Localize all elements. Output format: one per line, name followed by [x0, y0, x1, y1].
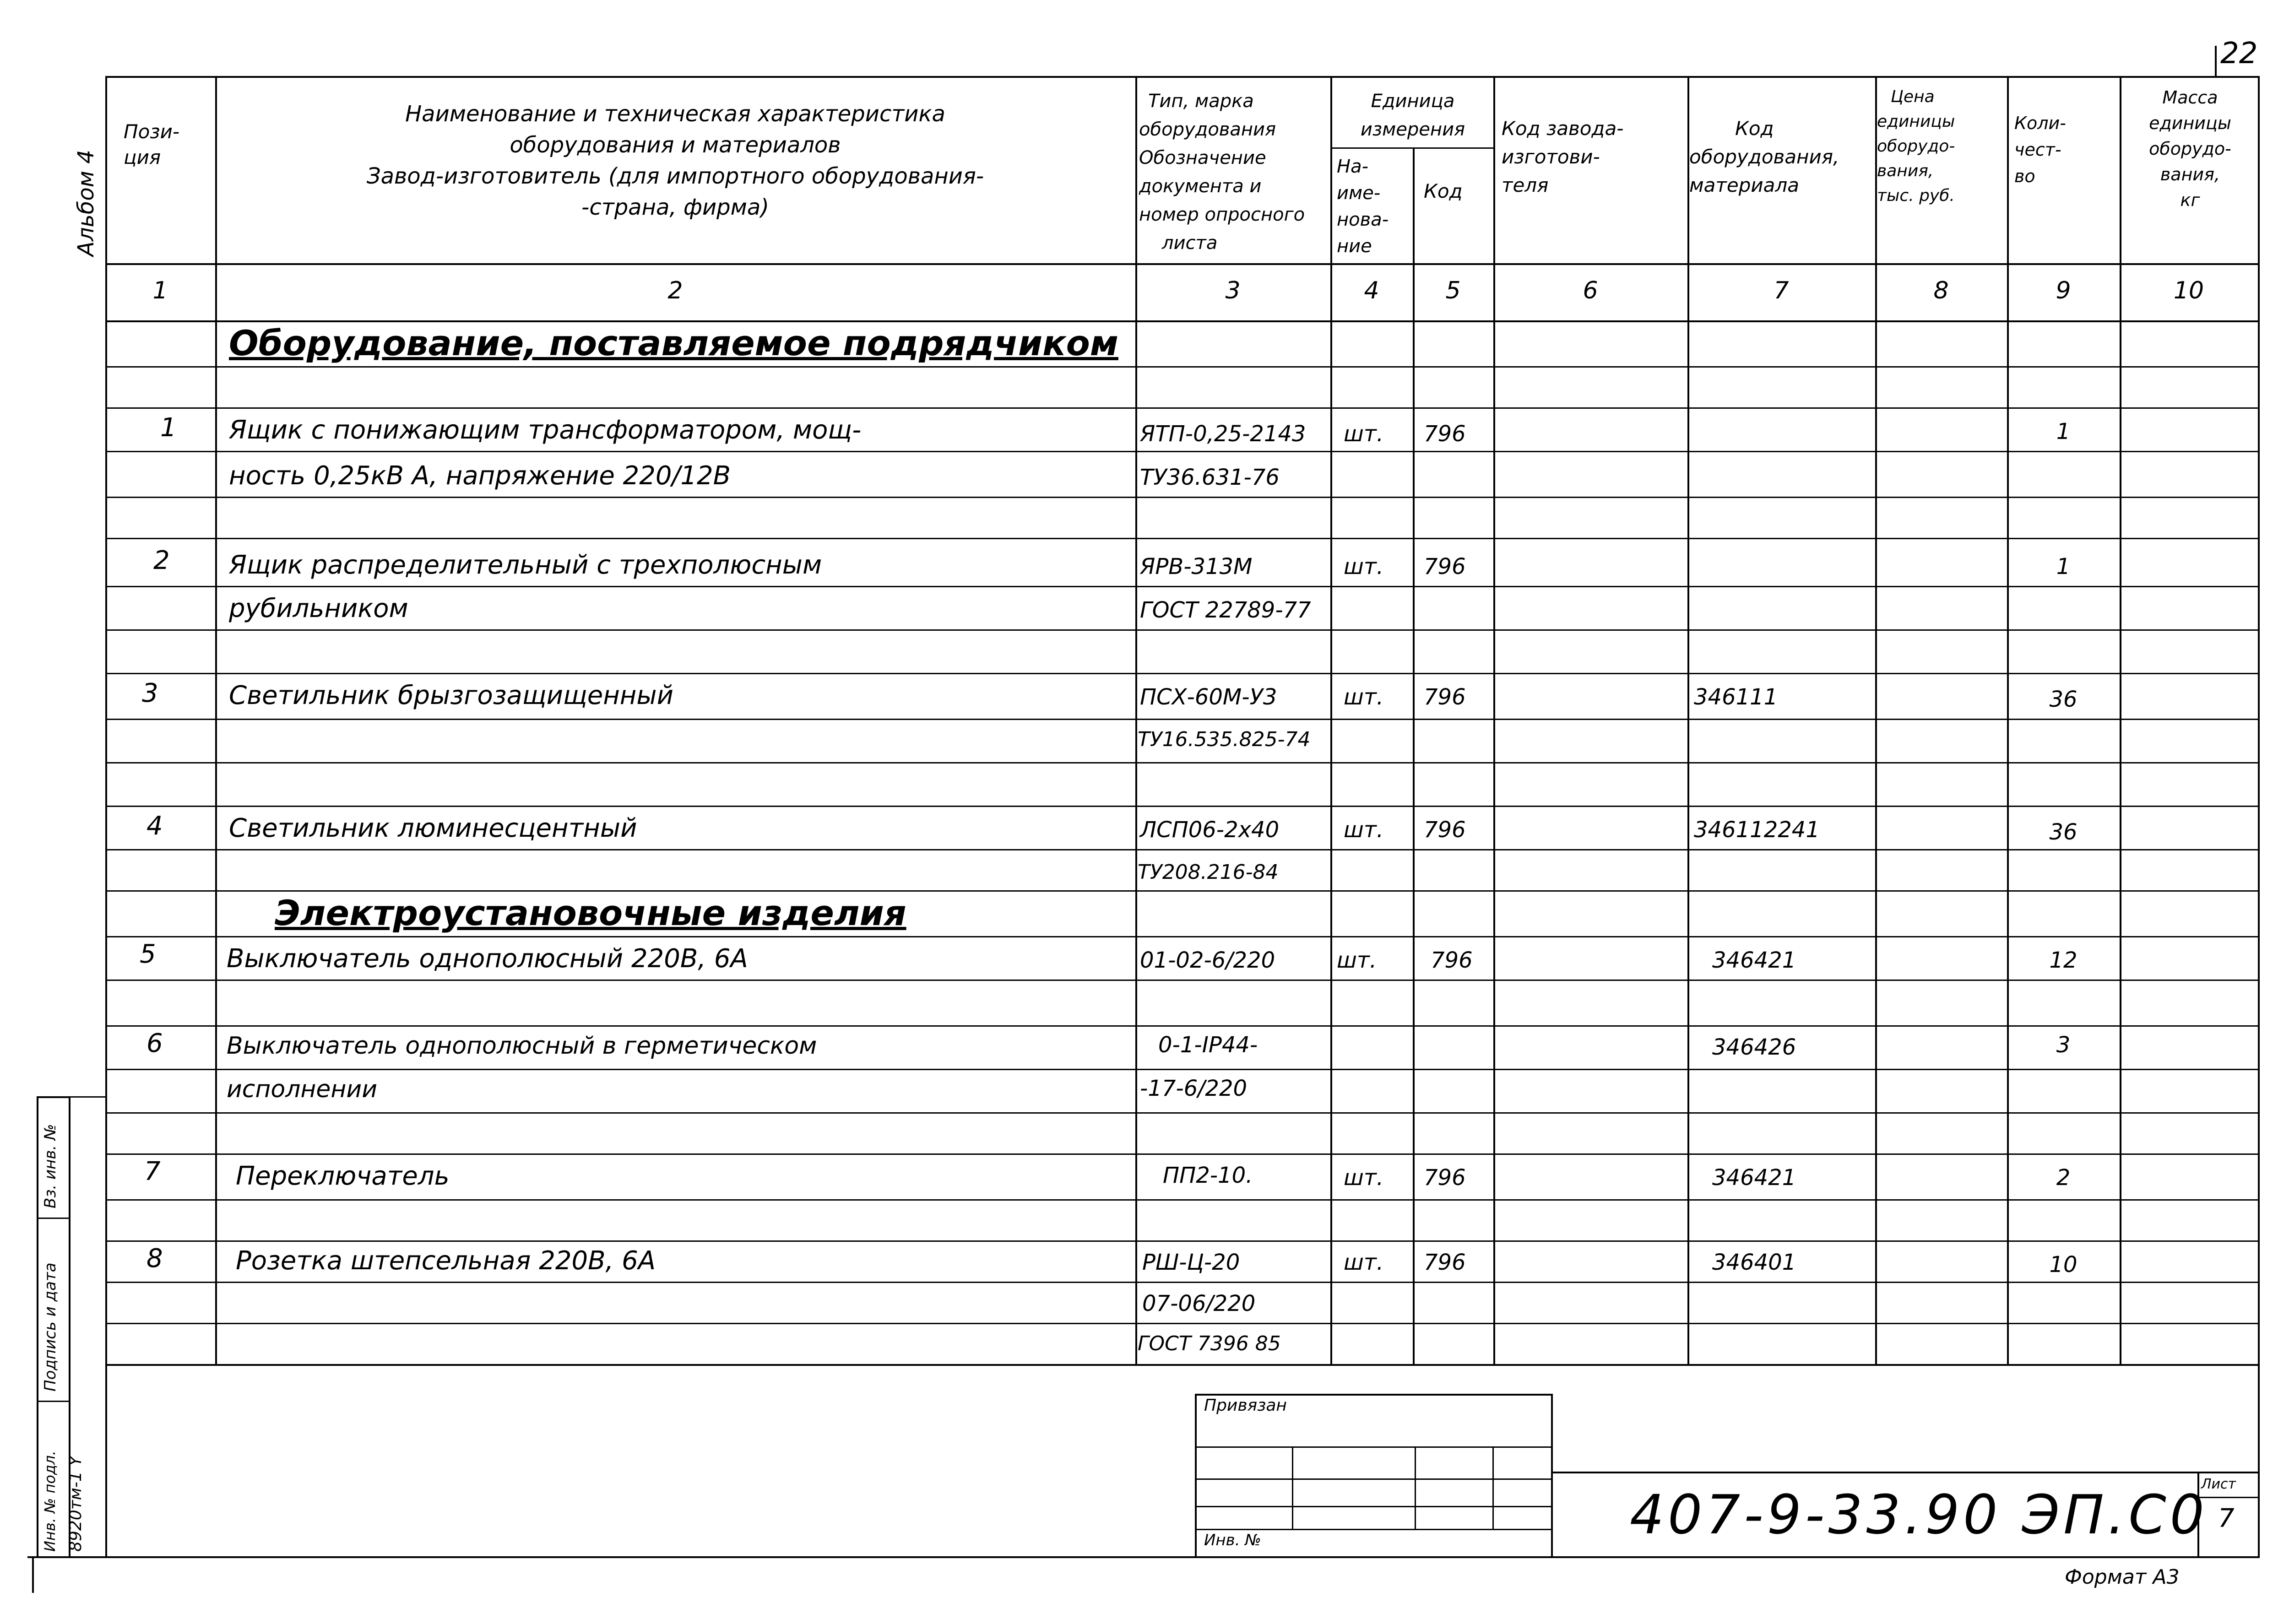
row-8-type-line3: ГОСТ 7396 85	[1138, 1332, 1281, 1355]
row-5-type-line1: 01-02-6/220	[1140, 947, 1275, 973]
row-2-name-line2: рубильником	[229, 594, 408, 623]
stamp-divider	[1492, 1446, 1494, 1529]
row-line	[105, 849, 2260, 850]
section-title-wiring-devices: Электроустановочные изделия	[275, 893, 906, 933]
corner-tick	[2215, 46, 2217, 76]
row-line	[105, 980, 2260, 981]
row-2-name-line1: Ящик распределительный с трехполюсным	[229, 550, 822, 580]
stamp-divider	[1415, 1446, 1416, 1529]
stamp-top	[1195, 1394, 1552, 1396]
header-col10: Масса единицы оборудо- вания, кг	[2149, 87, 2231, 210]
header-col3: Тип, марка оборудования Обозначение документа и номер опросного листа	[1139, 91, 1305, 254]
row-4-code: 796	[1424, 817, 1466, 843]
row-5-mat: 346421	[1712, 947, 1796, 973]
row-1-name-line2: ность 0,25кВ А, напряжение 220/12В	[229, 461, 731, 491]
row-2-pos: 2	[153, 546, 170, 575]
col-line-4	[1413, 147, 1415, 1364]
row-line	[105, 538, 2260, 539]
row-line	[105, 1323, 2260, 1324]
header-unit-group: Единица измерения	[1360, 91, 1465, 140]
row-1-pos: 1	[160, 413, 177, 443]
row-8-pos: 8	[146, 1244, 163, 1273]
row-7-qty: 2	[2056, 1165, 2071, 1191]
row-4-unit: шт.	[1344, 817, 1384, 843]
row-8-mat: 346401	[1712, 1250, 1796, 1275]
row-line	[105, 629, 2260, 631]
row-line	[105, 451, 2260, 452]
col-number-1: 1	[152, 277, 168, 304]
side-stamp-inv-podl-value: 8920тм-1 Y	[66, 1456, 85, 1552]
row-3-pos: 3	[142, 678, 158, 708]
header-col7: Код оборудования, материала	[1689, 117, 1839, 196]
row-3-type-line1: ПСХ-60М-У3	[1140, 684, 1277, 710]
title-block-top	[1551, 1472, 2260, 1473]
row-line	[105, 762, 2260, 763]
row-7-unit: шт.	[1344, 1165, 1384, 1191]
row-5-code: 796	[1431, 947, 1473, 973]
col-line-7	[1875, 76, 1877, 1364]
row-5-pos: 5	[140, 939, 156, 969]
header-col2: Наименование и техническая характеристика оборудования и материалов Завод-изготовитель (для импортного оборудования- -страна, фирма)	[366, 101, 984, 220]
col-number-2: 2	[667, 277, 683, 304]
row-line	[105, 936, 2260, 937]
row-line	[105, 1025, 2260, 1027]
side-stamp-line	[37, 1218, 71, 1219]
row-1-qty: 1	[2056, 419, 2071, 444]
header-col1: Пози- ция	[124, 120, 180, 168]
row-8-name-line1: Розетка штепсельная 220В, 6А	[236, 1246, 656, 1276]
row-line	[105, 586, 2260, 587]
row-3-unit: шт.	[1344, 684, 1384, 710]
frame-top	[105, 76, 2260, 78]
row-3-name-line1: Светильник брызгозащищенный	[229, 681, 674, 710]
row-line	[105, 1199, 2260, 1201]
numbers-bottom-line	[105, 320, 2260, 322]
row-8-type-line2: 07-06/220	[1142, 1291, 1256, 1316]
col-number-5: 5	[1445, 277, 1461, 304]
stamp-line	[1195, 1506, 1552, 1507]
row-8-code: 796	[1424, 1250, 1466, 1275]
col-number-3: 3	[1225, 277, 1241, 304]
frame-right	[2258, 76, 2260, 1557]
row-line	[105, 366, 2260, 368]
row-7-pos: 7	[144, 1157, 161, 1186]
header-col8: Цена единицы оборудо- вания, тыс. руб.	[1877, 87, 1955, 205]
table-bottom-line	[105, 1364, 2260, 1366]
left-outer-tick	[32, 1556, 34, 1593]
row-2-type-line2: ГОСТ 22789-77	[1140, 597, 1311, 623]
row-3-code: 796	[1424, 684, 1466, 710]
row-6-type-line2: -17-6/220	[1140, 1076, 1248, 1101]
col-line-9	[2120, 76, 2121, 1364]
row-line	[105, 497, 2260, 498]
row-8-unit: шт.	[1344, 1250, 1384, 1275]
side-stamp-inv-podl: Инв. № подл.	[41, 1451, 59, 1552]
row-3-qty: 36	[2049, 687, 2077, 712]
col-line-5	[1493, 76, 1495, 1364]
row-line	[105, 890, 2260, 892]
col-number-4: 4	[1364, 277, 1379, 304]
row-line	[105, 719, 2260, 720]
header-col9: Коли- чест- во	[2014, 113, 2066, 186]
row-line	[105, 1240, 2260, 1242]
frame-bottom	[27, 1556, 2260, 1558]
row-7-name-line1: Переключатель	[236, 1161, 450, 1191]
stamp-privyazan: Привязан	[1204, 1396, 1287, 1415]
row-2-unit: шт.	[1344, 554, 1384, 579]
row-6-qty: 3	[2056, 1032, 2071, 1058]
sheet-label: Лист	[2201, 1476, 2236, 1492]
row-7-code: 796	[1424, 1165, 1466, 1191]
header-col6: Код завода- изготови- теля	[1502, 117, 1624, 196]
col-number-6: 6	[1583, 277, 1598, 304]
row-line	[105, 1153, 2260, 1155]
stamp-left	[1195, 1394, 1197, 1556]
row-8-qty: 10	[2049, 1252, 2077, 1278]
row-4-qty: 36	[2049, 819, 2077, 845]
header-col5: Код	[1424, 180, 1463, 202]
col-number-9: 9	[2056, 277, 2071, 304]
col-line-2	[1135, 76, 1137, 1364]
row-1-type-line1: ЯТП-0,25-2143	[1140, 421, 1306, 447]
side-stamp-line	[37, 1096, 105, 1098]
row-4-name-line1: Светильник люминесцентный	[229, 813, 637, 843]
row-8-type-line1: РШ-Ц-20	[1142, 1250, 1240, 1275]
stamp-right	[1551, 1394, 1553, 1556]
row-4-type-line1: ЛСП06-2х40	[1140, 817, 1280, 843]
row-5-unit: шт.	[1337, 947, 1377, 973]
row-2-qty: 1	[2056, 554, 2071, 579]
row-2-code: 796	[1424, 554, 1466, 579]
row-6-mat: 346426	[1712, 1034, 1796, 1060]
row-1-name-line1: Ящик с понижающим трансформатором, мощ-	[229, 415, 862, 445]
side-stamp-vz-inv: Вз. инв. №	[41, 1124, 60, 1208]
album-label: Альбом 4	[73, 150, 99, 256]
row-2-type-line1: ЯРВ-313М	[1140, 554, 1253, 579]
sheet-number: 7	[2218, 1504, 2235, 1533]
header-col4: На- име- нова- ние	[1337, 156, 1389, 257]
stamp-divider	[1292, 1446, 1293, 1529]
row-line	[105, 407, 2260, 409]
row-7-type-line1: ПП2-10.	[1163, 1163, 1253, 1188]
row-line	[105, 1112, 2260, 1114]
section-title-equipment: Оборудование, поставляемое подрядчиком	[229, 323, 1119, 363]
row-5-name-line1: Выключатель однополюсный 220В, 6А	[227, 944, 748, 974]
document-code: 407-9-33.90 ЭП.С0	[1630, 1483, 2208, 1546]
row-1-unit: шт.	[1344, 421, 1384, 447]
col-line-6	[1687, 76, 1689, 1364]
side-stamp-outer	[37, 1096, 38, 1556]
row-line	[105, 1282, 2260, 1283]
row-line	[105, 673, 2260, 674]
stamp-line	[1195, 1478, 1552, 1480]
row-4-type-line2: ТУ208.216-84	[1138, 861, 1279, 884]
row-6-pos: 6	[146, 1029, 163, 1058]
stamp-inv: Инв. №	[1204, 1531, 1261, 1549]
row-1-type-line2: ТУ36.631-76	[1140, 465, 1280, 490]
col-number-7: 7	[1774, 277, 1789, 304]
row-line	[105, 1069, 2260, 1070]
col-line-1	[215, 76, 217, 1364]
unit-group-line	[1330, 147, 1494, 149]
row-6-type-line1: 0-1-IР44-	[1158, 1032, 1258, 1058]
side-stamp-line	[37, 1401, 71, 1402]
corner-sheet-number: 22	[2220, 37, 2258, 70]
col-number-8: 8	[1933, 277, 1949, 304]
row-6-name-line1: Выключатель однополюсный в герметическом	[227, 1032, 817, 1060]
side-stamp-podpis: Подпись и дата	[41, 1262, 60, 1391]
stamp-line	[1195, 1529, 1552, 1530]
format-label: Формат А3	[2065, 1565, 2180, 1589]
row-1-code: 796	[1424, 421, 1466, 447]
row-line	[105, 806, 2260, 807]
row-4-pos: 4	[146, 811, 163, 841]
header-bottom-line	[105, 263, 2260, 265]
col-line-3	[1330, 76, 1332, 1364]
row-3-type-line2: ТУ16.535.825-74	[1138, 728, 1311, 751]
row-5-qty: 12	[2049, 947, 2077, 973]
col-number-10: 10	[2173, 277, 2204, 304]
row-3-mat: 346111	[1694, 684, 1778, 710]
row-4-mat: 346112241	[1694, 817, 1820, 843]
row-7-mat: 346421	[1712, 1165, 1796, 1191]
stamp-line	[1195, 1446, 1552, 1448]
row-6-name-line2: исполнении	[227, 1076, 378, 1103]
